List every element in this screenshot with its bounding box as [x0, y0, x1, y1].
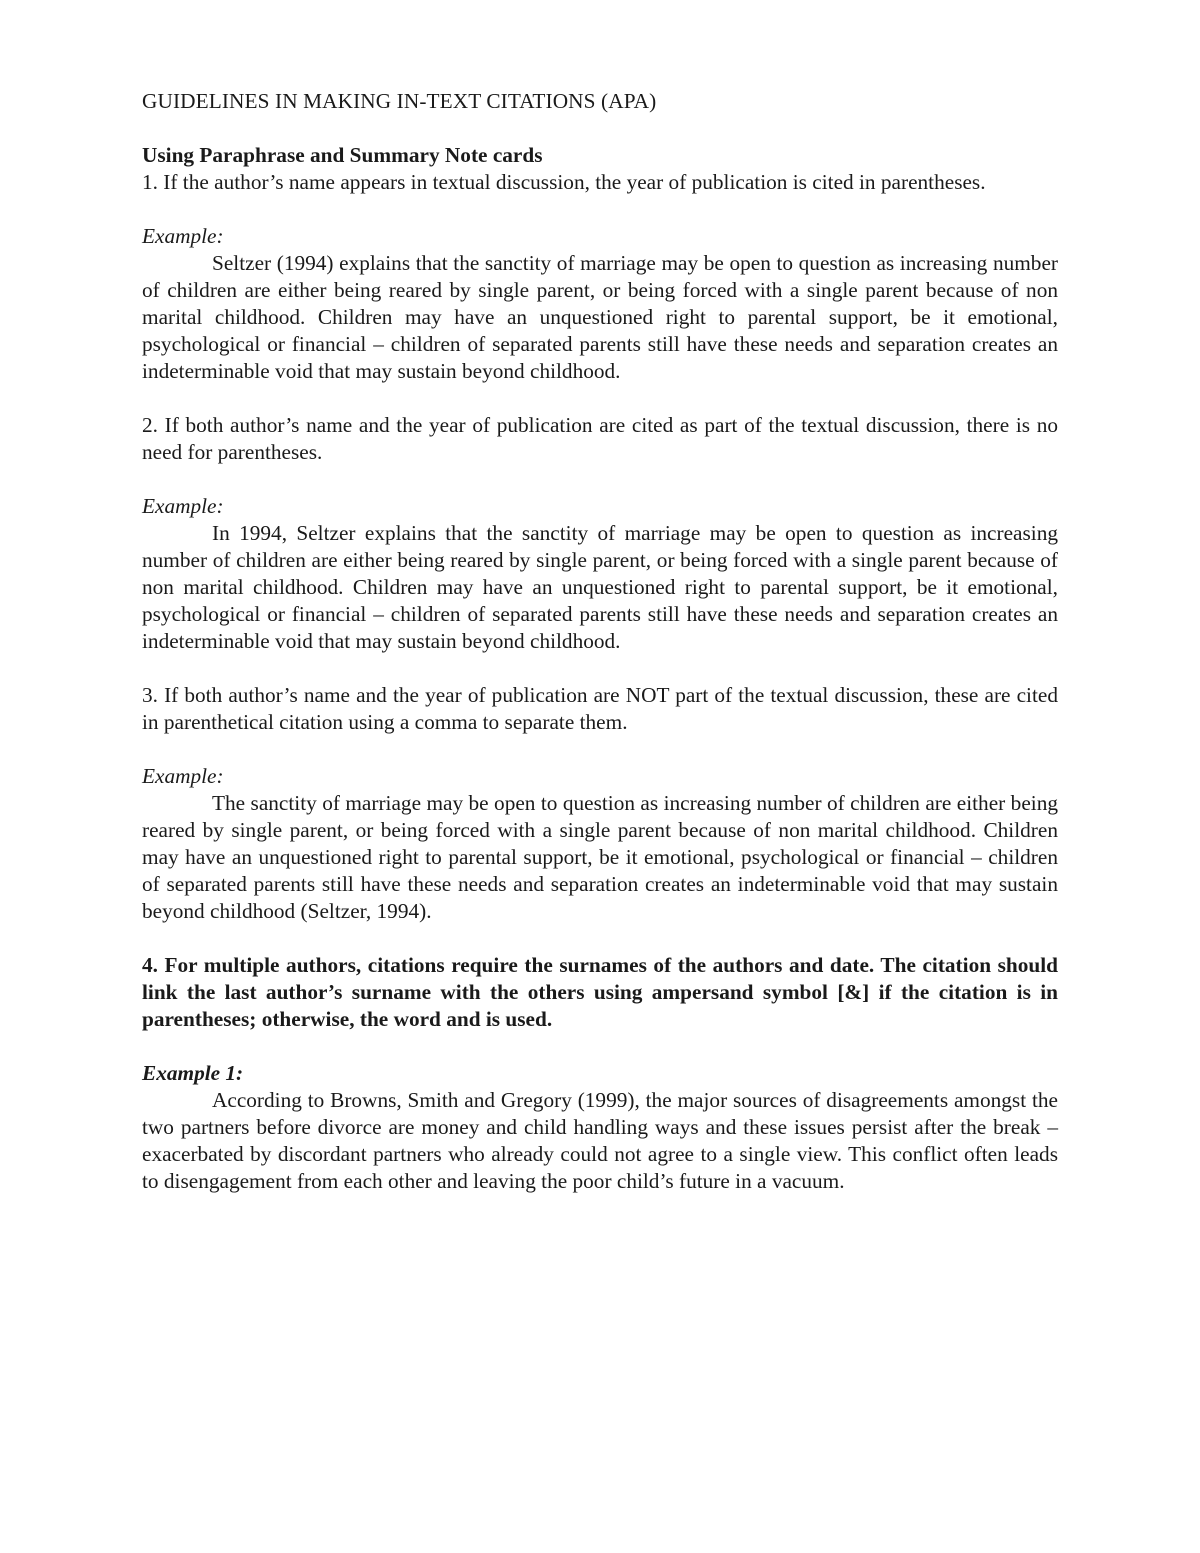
- spacer: [142, 925, 1058, 952]
- rule-2: 2. If both author’s name and the year of publication are cited as part of the textual discussion, there is no need for parentheses.: [142, 413, 1058, 464]
- spacer: [142, 655, 1058, 682]
- example-2-label: Example:: [142, 494, 224, 518]
- spacer: [142, 736, 1058, 763]
- rule-4: 4. For multiple authors, citations require the surnames of the authors and date. The citation should link the last author’s surname with the others using ampersand symbol [&] if the citation is in parentheses; otherwise, the word and is used.: [142, 953, 1058, 1031]
- example-2-text: In 1994, Seltzer explains that the sanctity of marriage may be open to question as increasing number of children are either being reared by single parent, or being forced with a single parent because of non marital childhood. Children may have an unquestioned right to parental support, be it emotional, psychological or financial – children of separated parents still have these needs and separation creates an indeterminable void that may sustain beyond childhood.: [142, 521, 1058, 653]
- document-page: [142, 88, 1058, 1195]
- example-3-text: The sanctity of marriage may be open to question as increasing number of children are either being reared by single parent, or being forced with a single parent because of non marital childhood. Children may have an unquestioned right to parental support, be it emotional, psychological or financial – children of separated parents still have these needs and separation creates an indeterminable void that may sustain beyond childhood (Seltzer, 1994).: [142, 791, 1058, 923]
- section-heading: Using Paraphrase and Summary Note cards: [142, 143, 543, 167]
- spacer: [142, 466, 1058, 493]
- example-1-text: Seltzer (1994) explains that the sanctity of marriage may be open to question as increasing number of children are either being reared by single parent, or being forced with a single parent because of non marital childhood. Children may have an unquestioned right to parental support, be it emotional, psychological or financial – children of separated parents still have these needs and separation creates an indeterminable void that may sustain beyond childhood.: [142, 251, 1058, 383]
- rule-3: 3. If both author’s name and the year of publication are NOT part of the textual discussion, these are cited in parenthetical citation using a comma to separate them.: [142, 683, 1058, 734]
- example-4-text: According to Browns, Smith and Gregory (1999), the major sources of disagreements amongst the two partners before divorce are money and child handling ways and these issues persist after the break – exacerbated by discordant partners who already could not agree to a single view. This conflict often leads to disengagement from each other and leaving the poor child’s future in a vacuum.: [142, 1088, 1058, 1193]
- example-3-label: Example:: [142, 764, 224, 788]
- spacer: [142, 1033, 1058, 1060]
- rule-1: 1. If the author’s name appears in textual discussion, the year of publication is cited in parentheses.: [142, 170, 986, 194]
- example-4-label: Example 1:: [142, 1061, 244, 1085]
- example-1-label: Example:: [142, 224, 224, 248]
- spacer: [142, 385, 1058, 412]
- spacer: [142, 196, 1058, 223]
- document-title: GUIDELINES IN MAKING IN-TEXT CITATIONS (APA): [142, 89, 657, 113]
